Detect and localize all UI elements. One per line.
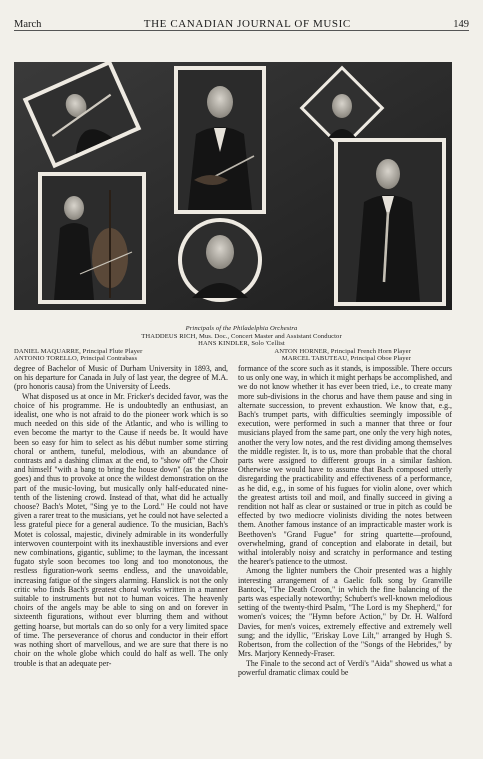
- journal-title: THE CANADIAN JOURNAL OF MUSIC: [143, 18, 351, 30]
- header-month: March: [14, 19, 42, 30]
- caption-line-kindler: HANS KINDLER, Solo 'Cellist: [198, 340, 285, 348]
- photo-collage: [14, 62, 452, 310]
- page-header: [14, 8, 469, 31]
- paragraph: Among the lighter numbers the Choir presented was a highly interesting arrangement of a Gaelic folk song by Granville Bantock, "The Death Croon," in which the fine balancing of the parts was especially noteworthy; Schubert's well-known melodious setting of the twenty-third Psalm, "The Lord is my Shepherd," for women's voices; the "Hymn before Action," by Dr. H. Walford Davies, for men's voices, extremely effective and extremely well sung; and the idyllic, "Eriskay Love Lilt," arranged by Hugh S. Robertson, from the collection of the "Songs of the Hebrides," by Mrs. Marjory Kennedy-Fraser.: [238, 566, 452, 659]
- orchestra-principals-photo: [14, 62, 452, 310]
- caption-row-2: [14, 355, 469, 363]
- caption-tabuteau: MARCEL TABUTEAU, Principal Oboe Player: [281, 355, 411, 363]
- caption-row-1: [14, 348, 469, 356]
- paragraph: formance of the score such as it stands, is impossible. There occurs to us only one way, in which it might perhaps be accomplished, and we do not know whether it has ever been tried, i.e., to create many more sub-divisions in the chorus and have them pause and sing in alternate succession, to prevent exhaustion. We know that, e.g., Bach's trumpet parts, with difficulties seemingly impossible of execution, were performed in such a manner that three or four musicians played from the same part, one only the very high notes, another the very low notes, and the rest dividing among themselves the middle register. It, is to us, more than probable that the choral parts were assigned to different groups in a similar fashion. Otherwise we would have to assume that Bach composed utterly disregarding the practicability and effectiveness of a performance, as he did, e.g., in some of his fugues for violin alone, over which the greatest artists toil and moil, and finally succeed in giving a rendition not half as clear or sustained or true in pitch as could be effected by two mediocre violinists dividing the notes between them. Another famous instance of an impracticable master work is Beethoven's "Grand Fugue" for string quartette—profound, overwhelming, grand of conception and elaborate in detail, but withal intolerably noisy and scratchy in performance and testing the hearer's patience to the utmost.: [238, 364, 452, 567]
- article-body: [14, 364, 452, 754]
- paragraph: What disposed us at once in Mr. Fricker's decided favor, was the choice of his programme. He is undoubtedly an enthusiast, an idealist, one who is not afraid to do the pioneer work which is so much needed on this side of the Atlantic, and who is willing to even become the martyr to the Cause if needs be. It would have been so easy for him to select as his début number some stirring choral or anthem, tuneful, melodious, with an abundance of contrasts and a dashing climax at the end, to "show off" the Choir and himself "with a bang to bring the house down" (as the phrase goes) and thus to provoke at once the wildest demonstration on the part of the music-loving, but musically only half-educated nine-tenth of the listening crowd. Instead of that, what did he actually choose? Bach's Motet, "Sing ye to the Lord." He could not have given a rarer treat to the musicians, yet he could not have selected a less grateful piece for a general audience. To the musician, Bach's Motet is colossal, majestic, divinely admirable in its wonderfully interwoven counterpoint with its inexhaustible inversions and ever new combinations, gigantic, sublime; to the layman, the incessant fugato style soon becomes too long and too monotonous, the restless figuration-work seems endless, and the unavoidable, increasing fatigue of the singers alarming. Hanslick is not the only critic who finds Bach's greatest choral works written in a manner suitable to instruments but not to human voices. The heavenly choirs of the angels may be able to sing on and on forever in sixteenth figurations, without ever blurring them and without getting hoarse, but mortals can do so only for a very limited space of time. The perseverance of chorus and conductor in their effort was nothing short of marvellous, and we are sure that there is no choir on the whole globe which could do half as well. The only trouble is that an adequate per-: [14, 391, 228, 668]
- paragraph: degree of Bachelor of Music of Durham University in 1893, and, on his departure for Canada in July of last year, the degree of M.A. (pro honoris causa) from the University of Leeds.: [14, 364, 228, 392]
- paragraph: The Finale to the second act of Verdi's "Aida" showed us what a powerful dramatic climax could be: [238, 658, 452, 677]
- caption-heading: Principals of the Philadelphia Orchestra: [185, 325, 298, 332]
- caption-torello: ANTONIO TORELLO, Principal Contrabass: [14, 355, 138, 363]
- portrait-oboe-player: [334, 138, 446, 306]
- portrait-cellist: [38, 172, 146, 304]
- portrait-solo-cellist: [178, 218, 262, 302]
- caption-horner: ANTON HORNER, Principal French Horn Player: [274, 347, 411, 355]
- portrait-conductor: [174, 66, 266, 214]
- photo-captions: [14, 325, 469, 363]
- horn-player-face: [332, 94, 352, 118]
- caption-line-rich: THADDEUS RICH, Mus. Doc., Concert Master and Assistant Conductor: [141, 332, 342, 340]
- article-column-left: [14, 364, 228, 754]
- page-number: 149: [453, 19, 469, 30]
- caption-maquarre: DANIEL MAQUARRE, Principal Flute Player: [14, 347, 143, 355]
- article-column-right: [238, 364, 452, 754]
